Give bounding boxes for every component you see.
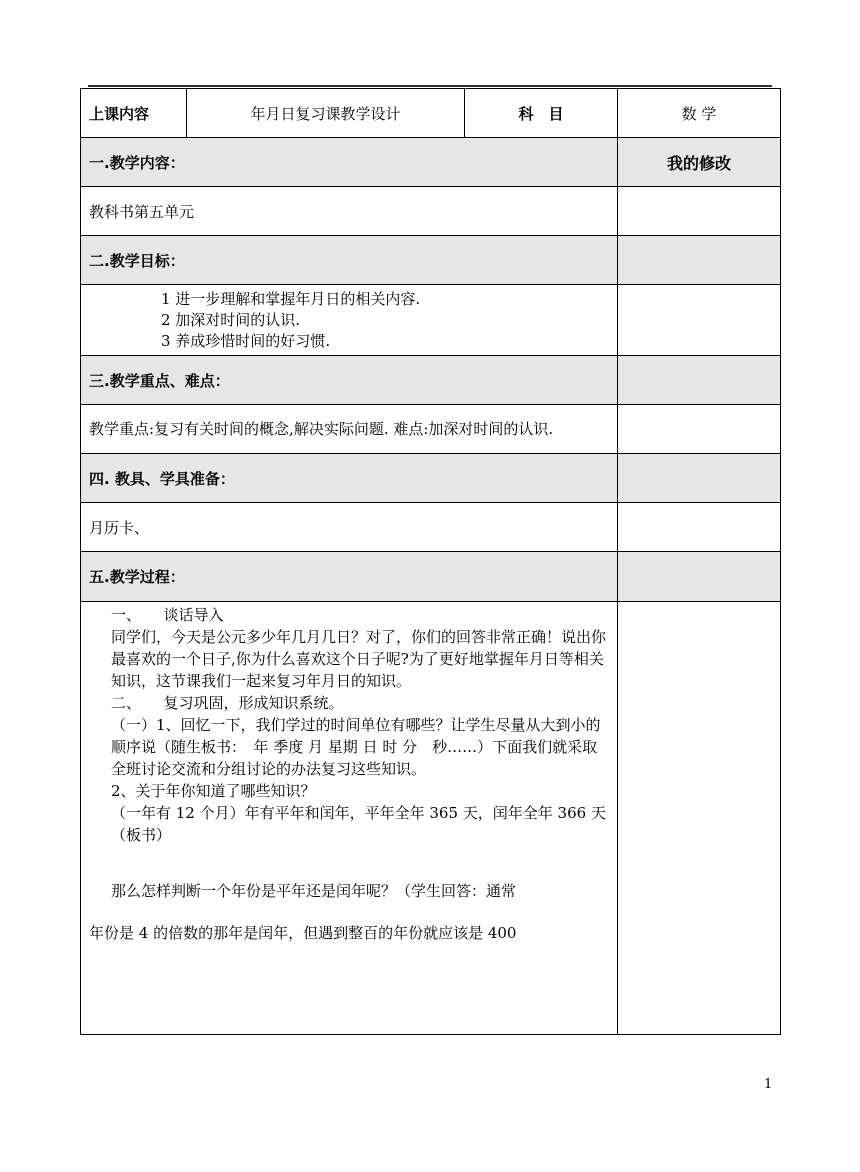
process-row	[81, 602, 781, 1035]
subject-value: 数 学	[618, 89, 781, 138]
subject-label: 科 目	[465, 89, 618, 138]
goals-list	[81, 285, 618, 356]
process-step-heading: 二、 复习巩固，形成知识系统。	[111, 694, 344, 712]
section-heading-key-points: 三.教学重点、难点：	[81, 356, 618, 405]
header-row	[81, 89, 781, 138]
section-heading-materials: 四. 教具、学具准备：	[81, 454, 618, 503]
section-heading-content: 一.教学内容：	[81, 138, 618, 187]
lesson-title: 年月日复习课教学设计	[187, 89, 465, 138]
revision-cell	[618, 405, 781, 454]
goals-row	[81, 285, 781, 356]
materials-row	[81, 503, 781, 552]
revision-cell-shaded	[618, 454, 781, 503]
header-rule	[88, 85, 772, 87]
section-row-goals	[81, 236, 781, 285]
page-number: 1	[764, 1077, 773, 1092]
section-row-content	[81, 138, 781, 187]
materials-body: 月历卡、	[81, 503, 618, 552]
section-heading-goals: 二.教学目标：	[81, 236, 618, 285]
key-points-row	[81, 405, 781, 454]
revision-cell	[618, 503, 781, 552]
revision-cell-shaded	[618, 356, 781, 405]
goal-item: 3 养成珍惜时间的好习惯.	[161, 331, 331, 350]
section-row-materials	[81, 454, 781, 503]
section-row-process	[81, 552, 781, 602]
content-row	[81, 187, 781, 236]
section-heading-process: 五.教学过程：	[81, 552, 618, 602]
process-step-heading: 一、 谈话导入	[111, 606, 224, 624]
content-body: 教科书第五单元	[81, 187, 618, 236]
revision-cell	[618, 602, 781, 1035]
process-paragraph: 那么怎样判断一个年份是平年还是闰年呢？（学生回答：通常	[111, 882, 517, 900]
process-paragraph: 同学们，今天是公元多少年几月几日？对了，你们的回答非常正确！说出你最喜欢的一个日子,你为什么喜欢这个日子呢?为了更好地掌握年月日等相关知识，这节课我们一起来复习年月日的知识。	[111, 628, 607, 690]
spacer	[111, 846, 609, 880]
process-body	[81, 602, 618, 1035]
revision-cell-shaded	[618, 236, 781, 285]
lesson-content-label: 上课内容	[81, 89, 187, 138]
process-paragraph: （一）1、回忆一下，我们学过的时间单位有哪些？让学生尽量从大到小的顺序说（随生板书： 年 季度 月 星期 日 时 分 秒……）下面我们就采取全班讨论交流和分组讨论的办法复习这些知识。	[111, 716, 601, 778]
revision-cell-shaded	[618, 552, 781, 602]
section-row-key-points	[81, 356, 781, 405]
goal-item: 2 加深对时间的认识.	[161, 310, 301, 329]
process-paragraph: 2、关于年你知道了哪些知识？	[111, 782, 316, 800]
revision-column-heading: 我的修改	[618, 138, 781, 187]
lesson-plan-table	[80, 88, 781, 1035]
spacer	[111, 902, 609, 922]
process-paragraph: 年份是 4 的倍数的那年是闰年，但遇到整百的年份就应该是 400	[89, 924, 517, 942]
key-points-body: 教学重点:复习有关时间的概念,解决实际问题. 难点:加深对时间的认识.	[81, 405, 618, 454]
goal-item: 1 进一步理解和掌握年月日的相关内容.	[161, 289, 421, 308]
revision-cell	[618, 285, 781, 356]
revision-cell	[618, 187, 781, 236]
process-paragraph: （一年有 12 个月）年有平年和闰年，平年全年 365 天，闰年全年 366 天（板书）	[111, 804, 606, 844]
